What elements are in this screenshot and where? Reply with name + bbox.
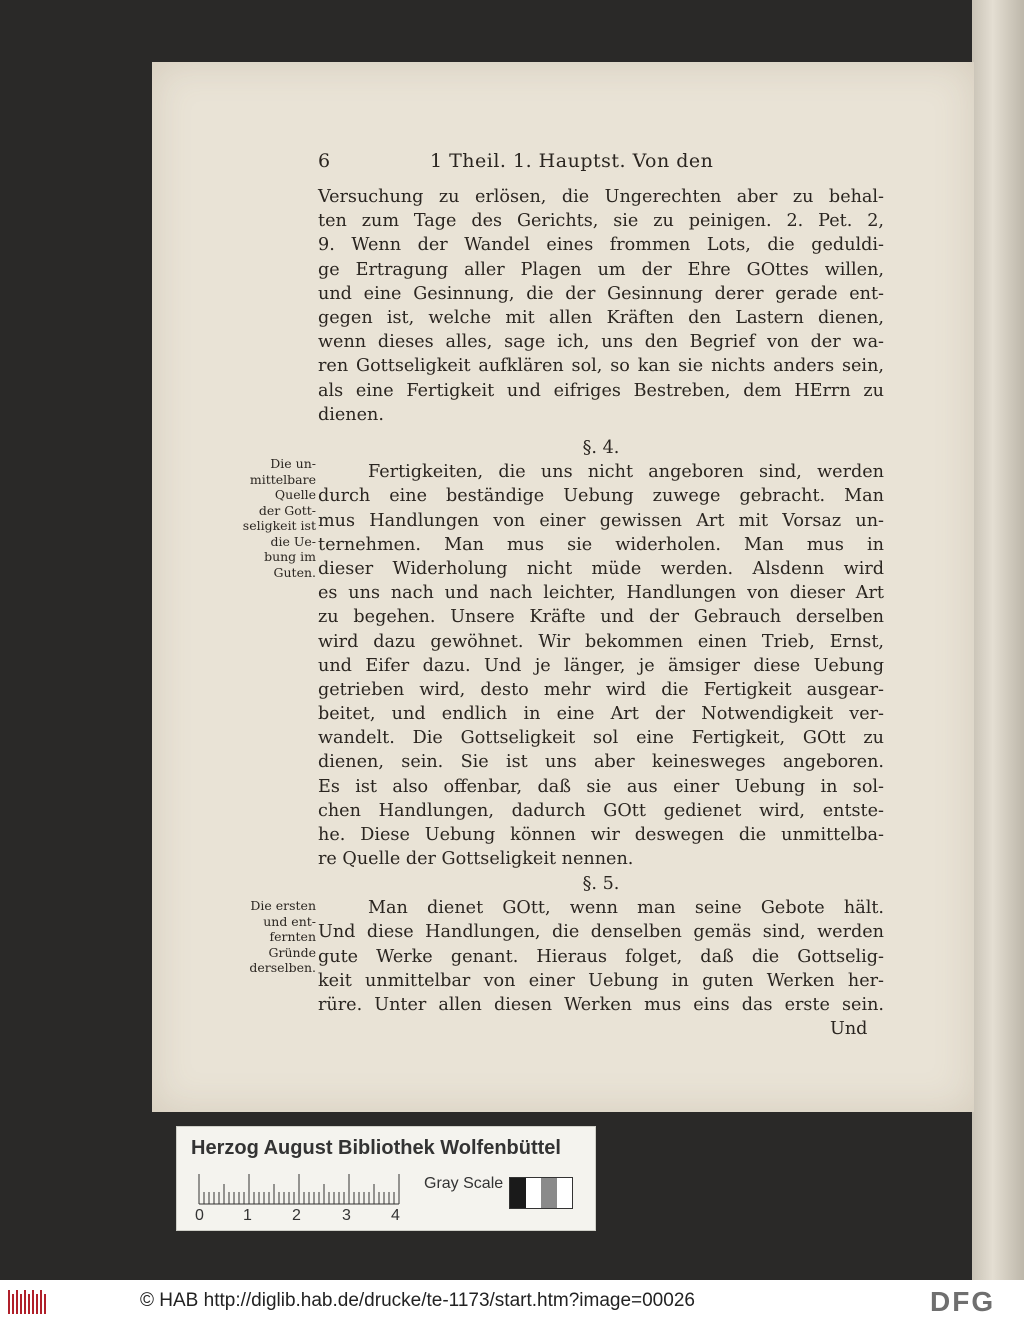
text-line: durch eine beständige Uebung zuwege gebracht. Man [318, 486, 884, 507]
library-name: Herzog August Bibliothek Wolfenbüttel [191, 1137, 561, 1159]
text-line: getrieben wird, desto mehr wird die Fertigkeit ausgear- [318, 679, 884, 700]
logo-bar [8, 1290, 10, 1314]
text-line: Fertigkeiten, die uns nicht angeboren sind, werden [368, 462, 884, 483]
logo-bar [44, 1294, 46, 1314]
dfg-logo: DFG [930, 1286, 996, 1317]
gray-swatch [526, 1178, 542, 1208]
text-line: und Eifer dazu. Und je länger, je ämsiger diese Uebung [318, 655, 884, 676]
ruler-number: 4 [391, 1207, 400, 1224]
margin-line: der Gott- [258, 502, 316, 518]
text-line: zu begehen. Unsere Kräfte und der Gebrauch derselben [318, 607, 884, 628]
margin-line: Gründe [268, 944, 316, 960]
gray-swatch [541, 1178, 557, 1208]
text-line: Man dienet GOtt, wenn man seine Gebote hält. [368, 898, 884, 919]
text-line: ternehmen. Man mus sie widerholen. Man mus in [318, 534, 884, 555]
margin-line: und ent- [263, 913, 316, 929]
gray-scale-swatches [509, 1177, 573, 1209]
logo-bar [32, 1290, 34, 1314]
logo-bar [16, 1290, 18, 1314]
text-line: gegen ist, welche mit allen Kräften den Lastern dienen, [318, 307, 884, 328]
footer-bar [0, 1280, 1024, 1324]
logo-bar [20, 1294, 22, 1314]
text-line: re Quelle der Gottseligkeit nennen. [318, 849, 634, 870]
text-line: beitet, und endlich in eine Art der Notwendigkeit ver- [318, 704, 884, 725]
logo-bar [12, 1294, 14, 1314]
ruler-number: 1 [243, 1207, 252, 1224]
running-head-title: 1 Theil. 1. Hauptst. Von den [430, 150, 714, 172]
marginal-note-1 [240, 456, 316, 580]
margin-line: Quelle [274, 487, 316, 502]
margin-line: bung im [264, 549, 316, 564]
ruler-numbers [195, 1207, 435, 1227]
text-line: dieser Widerholung nicht müde werden. Alsdenn wird [318, 558, 884, 579]
text-block-3 [318, 872, 884, 1017]
text-line: rüre. Unter allen diesen Werken mus eins das erste sein. [318, 994, 884, 1015]
text-line: ren Gottseligkeit aufklären sol, so kan sie nichts anders sein, [318, 356, 884, 377]
text-line: 9. Wenn der Wandel eines frommen Lots, die geduldi- [318, 235, 884, 256]
hab-logo-icon [6, 1288, 50, 1316]
gray-scale-label: Gray Scale [424, 1175, 504, 1192]
margin-line: fernten [269, 929, 316, 944]
page-number: 6 [318, 150, 331, 172]
margin-line: mittelbare [249, 471, 316, 487]
text-line: ten zum Tage des Gerichts, sie zu peinigen. 2. Pet. 2, [318, 211, 884, 232]
catchword: Und [830, 1019, 868, 1039]
text-line: chen Handlungen, dadurch GOtt gedienet wird, entste- [318, 800, 884, 821]
margin-line: derselben. [249, 960, 316, 975]
text-line: dienen, sein. Sie ist uns aber keinesweges angeboren. [318, 752, 884, 773]
adjacent-page-edge [972, 0, 1024, 1280]
logo-bar [40, 1290, 42, 1314]
text-line: Und diese Handlungen, die denselben gemäs sind, werden [318, 922, 884, 943]
text-line: wird dazu gewöhnet. Wir bekommen einen Trieb, Ernst, [318, 631, 884, 652]
text-line: he. Diese Uebung können wir deswegen die unmittelba- [318, 825, 884, 845]
text-line: dienen. [318, 404, 384, 425]
section-heading: §. 5. [582, 874, 620, 894]
text-line: Es ist also offenbar, daß sie aus einer Uebung in sol- [318, 776, 884, 797]
ruler-number: 3 [342, 1207, 351, 1224]
ruler-number: 0 [195, 1207, 204, 1224]
logo-bar [28, 1294, 30, 1314]
logo-bar [24, 1290, 26, 1314]
gray-swatch [510, 1178, 526, 1208]
text-line: wandelt. Die Gottseligkeit sol eine Fertigkeit, GOtt zu [318, 728, 884, 749]
running-head [318, 150, 768, 180]
text-line: mus Handlungen von einer gewissen Art mit Vorsaz un- [318, 510, 884, 531]
gray-swatch [557, 1178, 573, 1208]
text-line: gute Werke genant. Hieraus folget, daß die Gottselig- [318, 946, 884, 967]
text-line: wenn dieses alles, sage ich, uns den Begrief von der wa- [318, 332, 884, 353]
color-scale-card [176, 1126, 596, 1231]
margin-line: Die un- [270, 456, 316, 471]
text-block-2 [318, 436, 884, 871]
ruler-number: 2 [292, 1207, 301, 1224]
ruler [195, 1171, 405, 1205]
margin-line: Guten. [273, 564, 316, 580]
margin-line: Die ersten [250, 898, 316, 913]
text-line: keit unmittelbar von einer Uebung in guten Werken her- [318, 970, 884, 991]
logo-bar [36, 1294, 38, 1314]
text-line: und eine Gesinnung, die der Gesinnung derer gerade ent- [318, 283, 884, 304]
margin-line: die Ue- [270, 533, 316, 549]
text-line: es uns nach und nach leichter, Handlungen von dieser Art [318, 583, 884, 604]
text-line: Versuchung zu erlösen, die Ungerechten aber zu behal- [318, 187, 884, 207]
section-heading: §. 4. [582, 438, 620, 458]
text-line: ge Ertragung aller Plagen um der Ehre GOttes willen, [318, 259, 884, 280]
margin-line: seligkeit ist [242, 518, 316, 533]
copyright-url-text: © HAB http://diglib.hab.de/drucke/te-1173/start.htm?image=00026 [140, 1290, 695, 1311]
marginal-note-2 [240, 898, 316, 976]
text-block-1 [318, 185, 884, 427]
text-line: als eine Fertigkeit und eifriges Bestreben, dem HErrn zu [318, 380, 884, 401]
